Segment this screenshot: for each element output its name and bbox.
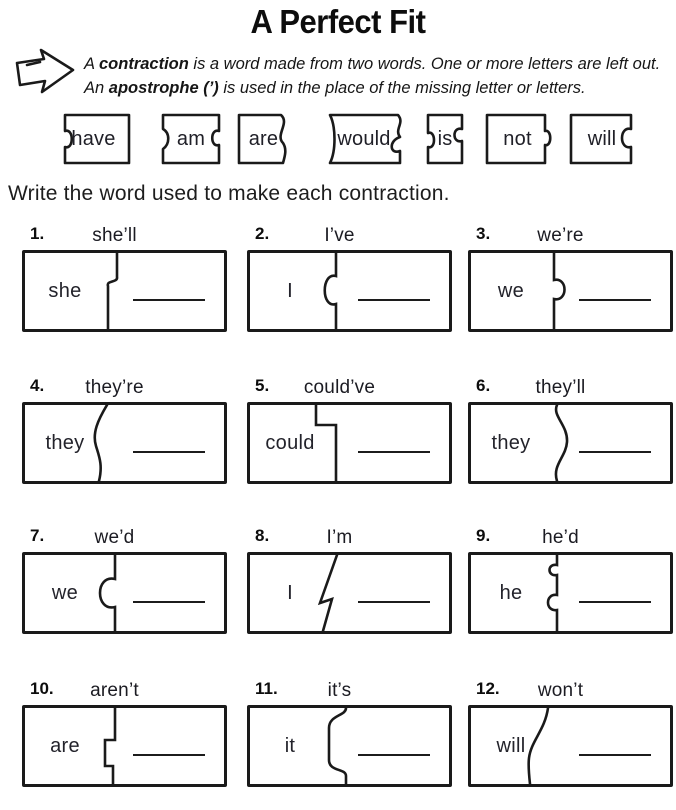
given-word: we <box>51 581 79 604</box>
puzzle-item-12 <box>468 679 673 787</box>
item-number: 8. <box>255 526 270 545</box>
item-contraction: she’ll <box>92 225 137 246</box>
puzzle-box <box>22 402 227 484</box>
given-word: I <box>287 279 293 302</box>
word-bank-piece-have <box>55 113 132 165</box>
given-word: he <box>499 581 523 604</box>
intro-line2-bold: apostrophe (’) <box>108 79 219 97</box>
given-word: could <box>265 431 315 454</box>
answer-blank[interactable] <box>133 754 205 756</box>
puzzle-item-6 <box>468 376 673 484</box>
word-bank-label: will <box>587 127 617 150</box>
given-word: are <box>50 734 80 757</box>
given-word: I <box>287 581 293 604</box>
puzzle-box <box>468 250 673 332</box>
item-contraction: they’re <box>85 377 144 398</box>
item-number: 10. <box>30 679 54 698</box>
word-bank-piece-not <box>483 113 552 165</box>
word-bank-piece-would <box>318 113 410 165</box>
answer-blank[interactable] <box>133 601 205 603</box>
puzzle-item-5 <box>247 376 452 484</box>
puzzle-box <box>247 705 452 787</box>
word-bank-label: not <box>503 127 532 150</box>
item-number: 11. <box>255 679 278 698</box>
answer-blank[interactable] <box>133 451 205 453</box>
given-word: it <box>284 734 296 757</box>
answer-blank[interactable] <box>358 754 430 756</box>
item-contraction: won’t <box>537 680 584 701</box>
puzzle-item-8 <box>247 526 452 634</box>
page-title: A Perfect Fit <box>250 2 426 41</box>
item-contraction: I’m <box>326 527 353 548</box>
puzzle-item-2 <box>247 224 452 332</box>
instruction-text: Write the word used to make each contraction. <box>8 182 450 205</box>
item-number: 2. <box>255 224 270 243</box>
intro-line2-pre: An <box>84 79 109 97</box>
item-contraction: could’ve <box>303 377 376 398</box>
item-number: 3. <box>476 224 491 243</box>
puzzle-item-4 <box>22 376 227 484</box>
answer-blank[interactable] <box>579 299 651 301</box>
word-bank-piece-will <box>567 113 637 165</box>
intro-line1-bold: contraction <box>98 55 189 73</box>
answer-blank[interactable] <box>358 299 430 301</box>
puzzle-item-1 <box>22 224 227 332</box>
puzzle-item-11 <box>247 679 452 787</box>
item-contraction: it’s <box>327 680 352 701</box>
given-word: she <box>48 279 82 302</box>
word-bank-piece-am <box>155 113 227 165</box>
word-bank-label: have <box>71 127 116 150</box>
puzzle-box <box>468 552 673 634</box>
word-bank-label: are <box>248 127 279 150</box>
puzzle-item-9 <box>468 526 673 634</box>
intro-line1-pre: A <box>84 55 99 73</box>
word-bank-label: would <box>337 127 391 150</box>
puzzle-box <box>468 705 673 787</box>
answer-blank[interactable] <box>579 601 651 603</box>
item-number: 7. <box>30 526 45 545</box>
answer-blank[interactable] <box>579 451 651 453</box>
item-contraction: we’re <box>537 225 584 246</box>
answer-blank[interactable] <box>133 299 205 301</box>
word-bank-piece-is <box>420 113 470 165</box>
item-number: 6. <box>476 376 491 395</box>
answer-blank[interactable] <box>579 754 651 756</box>
intro-line1-rest: is a word made from two words. One or more letters are left out. <box>188 55 661 73</box>
item-number: 9. <box>476 526 491 545</box>
puzzle-box <box>22 250 227 332</box>
given-word: they <box>45 431 85 454</box>
puzzle-item-7 <box>22 526 227 634</box>
item-number: 4. <box>30 376 45 395</box>
item-number: 1. <box>30 224 45 243</box>
given-word: they <box>491 431 531 454</box>
item-contraction: I’ve <box>324 225 355 246</box>
puzzle-box <box>22 552 227 634</box>
puzzle-box <box>247 552 452 634</box>
item-number: 12. <box>476 679 500 698</box>
word-bank-label: is <box>437 127 453 150</box>
intro-line2-rest: is used in the place of the missing letter or letters. <box>218 79 586 97</box>
puzzle-box <box>247 402 452 484</box>
answer-blank[interactable] <box>358 601 430 603</box>
puzzle-item-3 <box>468 224 673 332</box>
item-number: 5. <box>255 376 270 395</box>
item-contraction: we’d <box>94 527 135 548</box>
given-word: will <box>496 734 526 757</box>
puzzle-box <box>468 402 673 484</box>
word-bank-piece-are <box>235 113 292 165</box>
arrow-icon <box>13 46 79 106</box>
item-contraction: they’ll <box>535 377 586 398</box>
puzzle-box <box>247 250 452 332</box>
word-bank-label: am <box>176 127 206 150</box>
intro-note <box>84 52 664 100</box>
item-contraction: aren’t <box>90 680 139 701</box>
puzzle-box <box>22 705 227 787</box>
item-contraction: he’d <box>542 527 579 548</box>
given-word: we <box>497 279 525 302</box>
puzzle-item-10 <box>22 679 227 787</box>
answer-blank[interactable] <box>358 451 430 453</box>
